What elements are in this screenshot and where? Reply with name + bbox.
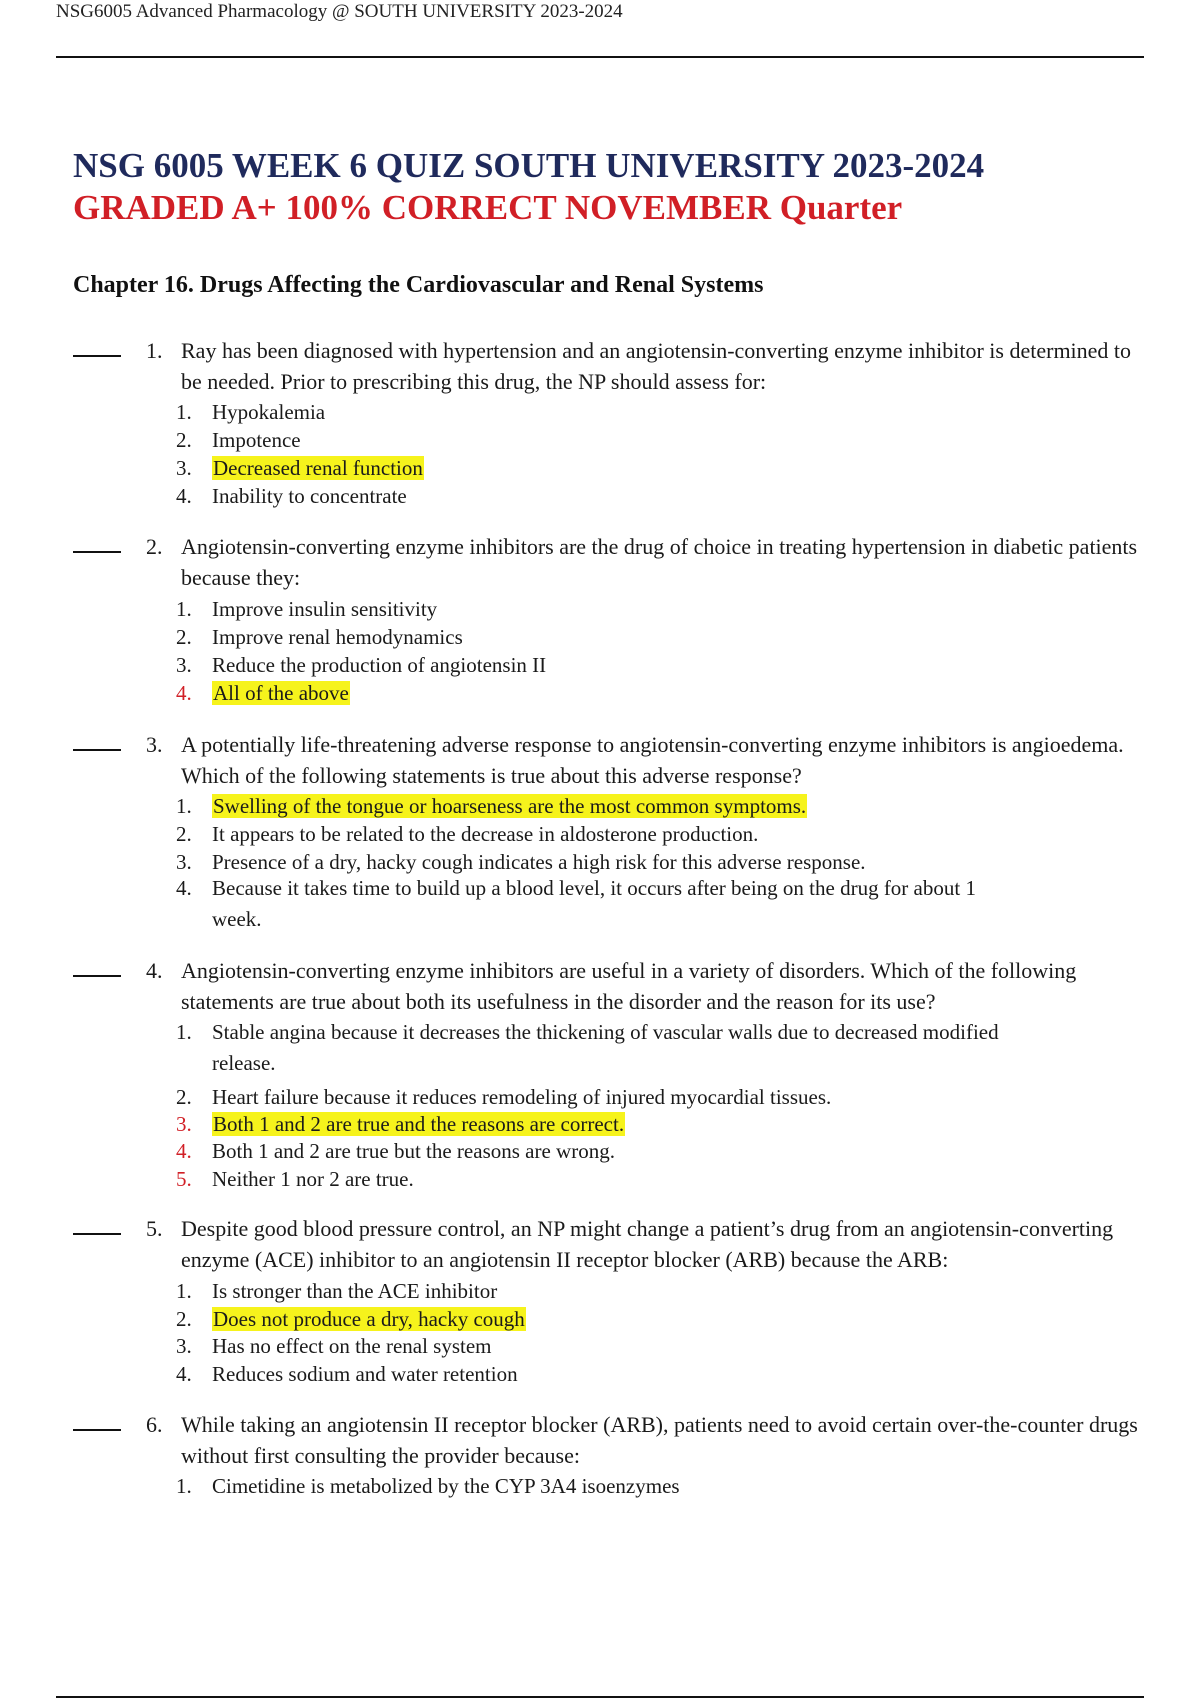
option-number: 1.: [176, 1279, 192, 1303]
option-number: 2.: [176, 428, 192, 452]
answer-blank: [73, 1233, 121, 1235]
question-stem: Angiotensin-converting enzyme inhibitors are the drug of choice in treating hypertension in diabetic patients because they:: [181, 534, 1138, 590]
option: [176, 483, 407, 509]
chapter-heading: Chapter 16. Drugs Affecting the Cardiovascular and Renal Systems: [73, 272, 764, 298]
option-number: 4.: [176, 876, 192, 900]
option-text: Presence of a dry, hacky cough indicates a high risk for this adverse response.: [212, 850, 866, 874]
option-text: Improve renal hemodynamics: [212, 625, 463, 649]
option-text: Has no effect on the renal system: [212, 1334, 492, 1358]
option: [176, 821, 758, 847]
option: [176, 596, 437, 622]
question-number: 6.: [146, 1412, 163, 1437]
option-number: 5.: [176, 1167, 192, 1191]
option-text-highlighted: Does not produce a dry, hacky cough: [213, 1307, 525, 1331]
option-text: Inability to concentrate: [212, 484, 407, 508]
question-stem: A potentially life-threatening adverse response to angiotensin-converting enzyme inhibitors is angioedema. Which of the following statements is true about this adverse response?: [181, 732, 1124, 788]
option-number: 1.: [176, 794, 192, 818]
question-number: 2.: [146, 534, 163, 559]
option-text: It appears to be related to the decrease in aldosterone production.: [212, 822, 759, 846]
question-stem: Ray has been diagnosed with hypertension and an angiotensin-converting enzyme inhibitor is determined to be needed. Prior to prescribing this drug, the NP should assess for:: [181, 338, 1132, 394]
option: [176, 1138, 615, 1164]
option-number: 2.: [176, 1307, 192, 1331]
option: [176, 1333, 492, 1359]
option: [176, 427, 301, 453]
option-correct: [176, 1306, 526, 1332]
answer-blank: [73, 1429, 121, 1431]
option: [176, 1166, 414, 1192]
question-stem: Despite good blood pressure control, an NP might change a patient’s drug from an angiotensin-converting enzyme (ACE) inhibitor to an angiotensin II receptor blocker (ARB) because the ARB:: [181, 1216, 1114, 1272]
option-text: Impotence: [212, 428, 301, 452]
option: [176, 1017, 1012, 1079]
running-header: NSG6005 Advanced Pharmacology @ SOUTH UNIVERSITY 2023-2024: [56, 1, 623, 22]
option-text: Hypokalemia: [212, 400, 326, 424]
title-line-1: NSG 6005 WEEK 6 QUIZ SOUTH UNIVERSITY 2023-2024: [73, 146, 985, 185]
option-text-highlighted: All of the above: [213, 681, 349, 705]
option-text: Cimetidine is metabolized by the CYP 3A4 isoenzymes: [212, 1474, 680, 1498]
option-text: Improve insulin sensitivity: [212, 597, 438, 621]
question-number: 3.: [146, 732, 163, 757]
option-text: Stable angina because it decreases the thickening of vascular walls due to decreased modified release.: [212, 1020, 999, 1075]
option-number: 2.: [176, 822, 192, 846]
question-number: 5.: [146, 1216, 163, 1241]
option-number: 1.: [176, 1474, 192, 1498]
option-text: Reduces sodium and water retention: [212, 1362, 518, 1386]
option-text-highlighted: Decreased renal function: [213, 456, 423, 480]
option-text: Both 1 and 2 are true but the reasons are wrong.: [212, 1139, 615, 1163]
option: [176, 1084, 831, 1110]
footer-rule: [56, 1696, 1144, 1698]
option-number: 3.: [176, 1334, 192, 1358]
option-number: 2.: [176, 625, 192, 649]
answer-blank: [73, 975, 121, 977]
answer-blank: [73, 749, 121, 751]
option: [176, 624, 463, 650]
option-number: 4.: [176, 1139, 192, 1163]
option: [176, 1361, 518, 1387]
option: [176, 849, 866, 875]
option-number: 3.: [176, 1112, 192, 1136]
option: [176, 1473, 680, 1499]
question-stem: While taking an angiotensin II receptor blocker (ARB), patients need to avoid certain over-the-counter drugs without first consulting the provider because:: [181, 1412, 1138, 1468]
option: [176, 652, 546, 678]
option-correct: [176, 455, 424, 481]
option-text: Because it takes time to build up a blood level, it occurs after being on the drug for about 1 week.: [212, 876, 976, 931]
option-number: 3.: [176, 456, 192, 480]
option-text: Heart failure because it reduces remodeling of injured myocardial tissues.: [212, 1085, 832, 1109]
option-number: 4.: [176, 1362, 192, 1386]
answer-blank: [73, 551, 121, 553]
option: [176, 399, 325, 425]
title-line-2: GRADED A+ 100% CORRECT NOVEMBER Quarter: [73, 188, 903, 227]
option-number: 4.: [176, 681, 192, 705]
option-number: 1.: [176, 597, 192, 621]
option-text-highlighted: Swelling of the tongue or hoarseness are the most common symptoms.: [213, 794, 807, 818]
question-number: 1.: [146, 338, 163, 363]
option-number: 1.: [176, 1020, 192, 1044]
option-number: 2.: [176, 1085, 192, 1109]
option-number: 3.: [176, 850, 192, 874]
option: [176, 873, 1012, 935]
option-text: Is stronger than the ACE inhibitor: [212, 1279, 498, 1303]
question-number: 4.: [146, 958, 163, 983]
document-title: [73, 145, 984, 229]
option-text-highlighted: Both 1 and 2 are true and the reasons are correct.: [213, 1112, 625, 1136]
option-correct: [176, 680, 350, 706]
header-rule: [56, 56, 1144, 58]
option-text: Neither 1 nor 2 are true.: [212, 1167, 414, 1191]
question-stem: Angiotensin-converting enzyme inhibitors are useful in a variety of disorders. Which of the following statements are true about both its usefulness in the disorder and the reason for its use?: [181, 958, 1077, 1014]
option-text: Reduce the production of angiotensin II: [212, 653, 547, 677]
option-number: 3.: [176, 653, 192, 677]
option: [176, 1278, 497, 1304]
option-correct: [176, 793, 807, 819]
answer-blank: [73, 355, 121, 357]
option-correct: [176, 1111, 625, 1137]
option-number: 4.: [176, 484, 192, 508]
option-number: 1.: [176, 400, 192, 424]
